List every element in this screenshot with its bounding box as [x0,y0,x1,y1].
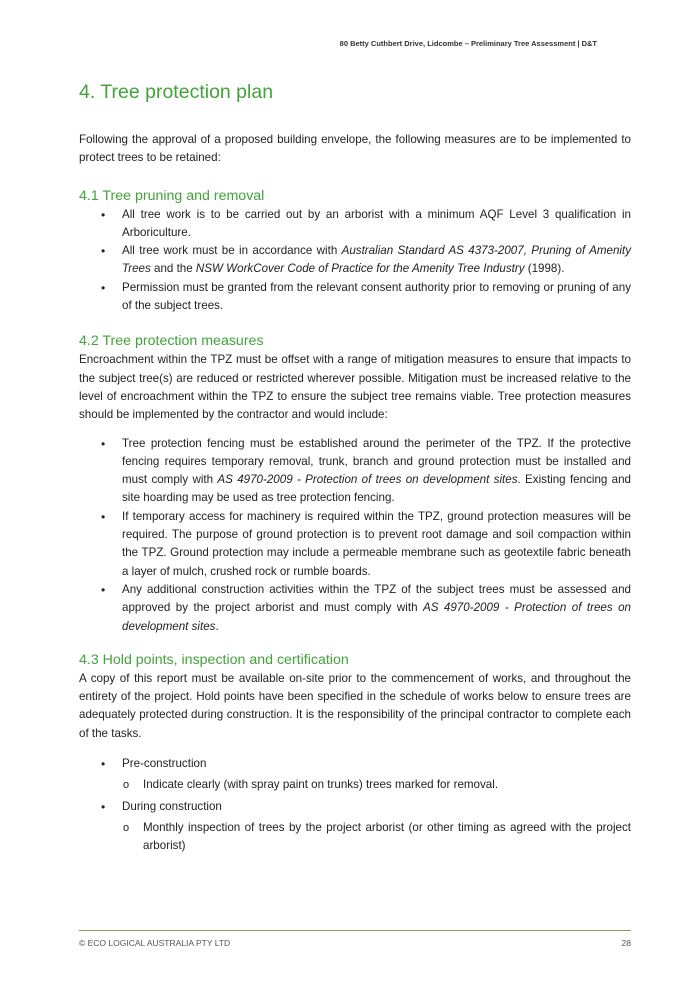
footer-divider [79,930,631,931]
list-item: • All tree work is to be carried out by an arborist with a minimum AQF Level 3 qualification in Arboriculture. [79,206,631,243]
subsection-title-4-2: 4.2 Tree protection measures [79,333,264,350]
bullet-list-4-2 [79,435,631,636]
list-item [79,435,631,508]
text-run: . [215,619,219,633]
section-title: 4. Tree protection plan [79,81,274,103]
standard-reference: AS 4970-2009 - Protection of trees on development sites [122,601,631,633]
section-intro: Following the approval of a proposed building envelope, the following measures are to be implemented to protect trees to be retained: [79,133,631,165]
sub-list-item: o Monthly inspection of trees by the project arborist (or other timing as agreed with the project arborist) [79,819,631,856]
paragraph: A copy of this report must be available on-site prior to the commencement of works, and throughout the entirety of the project. Hold points have been specified in the schedule of works below to ensure trees are adequately protected during construction. It is the responsibility of the principal contractor to complete each of the tasks. [79,671,631,740]
list-item: • If temporary access for machinery is required within the TPZ, ground protection measures will be required. The purpose of ground protection is to prevent root damage and soil compaction within the TPZ. Ground protection may include a permeable membrane such as geotextile fabric beneath a layer of mulch, crushed rock or rumble boards. [79,508,631,581]
subsection-title-4-1: 4.1 Tree pruning and removal [79,187,265,204]
subsection-title-4-3: 4.3 Hold points, inspection and certification [79,651,349,668]
bullet-list-4-3 [79,755,631,855]
sub-list-item: o Indicate clearly (with spray paint on trunks) trees marked for removal. [79,776,631,794]
code-reference: NSW WorkCover Code of Practice for the Amenity Tree Industry [195,262,525,276]
list-item: • Permission must be granted from the relevant consent authority prior to removing or pruning of any of the subject trees. [79,279,631,316]
running-header: 80 Betty Cuthbert Drive, Lidcombe – Preliminary Tree Assessment | D&T [339,39,597,48]
list-item: • During construction [79,798,631,816]
list-item [79,581,631,636]
standard-reference: Australian Standard AS 4373-2007, Pruning of Amenity Trees [122,244,631,276]
text-run: Any additional construction activities within the TPZ of the subject trees must be assessed and approved by the project arborist and must comply with [122,582,631,615]
paragraph: Encroachment within the TPZ must be offset with a range of mitigation measures to ensure that impacts to the subject tree(s) are reduced or restricted wherever possible. Mitigation must be increased relative to the level of encroachment within the TPZ to ensure the subject tree remains viable. Tree protection measures should be implemented by the contractor and would include: [79,353,631,422]
list-item [79,242,631,279]
text-run: Tree protection fencing must be established around the perimeter of the TPZ. If the protective fencing requires temporary removal, trunk, branch and ground protection must be installed and must comply with [122,436,631,487]
list-item: • Pre-construction [79,755,631,773]
bullet-list-4-1 [79,206,631,316]
text-run: All tree work must be in accordance with [122,244,342,258]
page-body [79,78,631,856]
text-run: and the [150,262,196,276]
footer-copyright: © ECO LOGICAL AUSTRALIA PTY LTD [79,938,231,948]
text-run: . Existing fencing and site hoarding may be used as tree protection fencing. [122,473,631,505]
page-number: 28 [621,938,631,948]
text-run: (1998). [524,262,565,276]
standard-reference: AS 4970-2009 - Protection of trees on development sites [217,473,518,487]
